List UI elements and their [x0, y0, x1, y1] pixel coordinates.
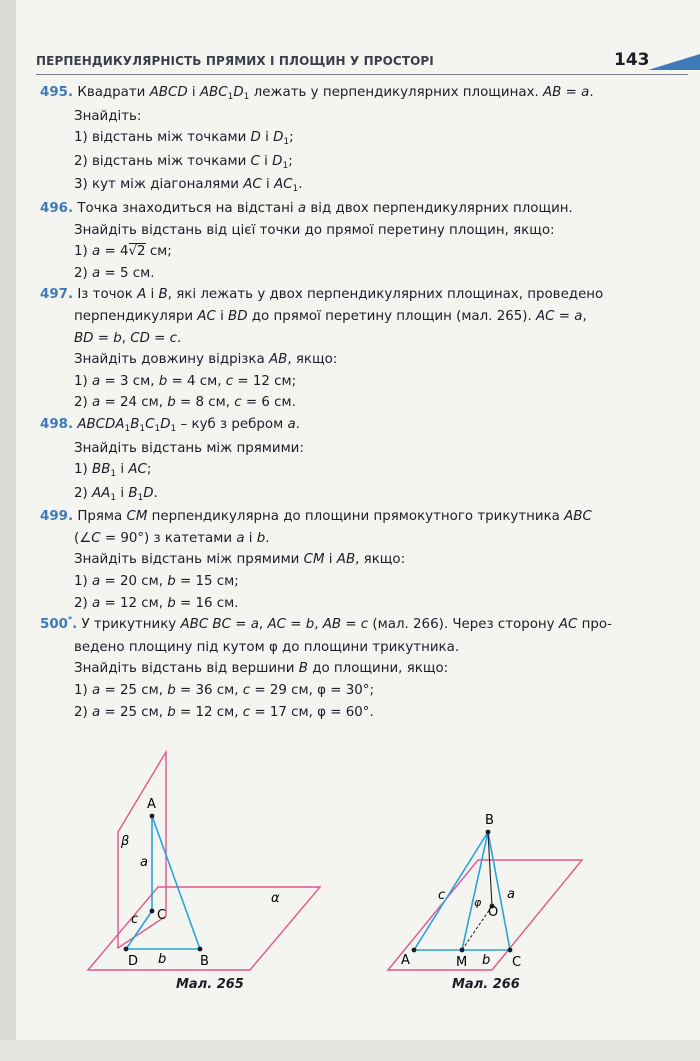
label-M: M — [456, 955, 468, 970]
problem-line: 499. Пряма CM перпендикулярна до площини прямокутного трикутника ABC — [40, 509, 592, 525]
problem-line: 3) кут між діагоналями AC і $AC_1$. — [74, 177, 303, 195]
label-a-266: a — [507, 887, 515, 902]
point-B-266 — [486, 830, 491, 835]
label-C: C — [157, 908, 167, 923]
problem-line: Знайдіть відстань між прямими: — [74, 440, 304, 456]
problem-line: Знайдіть: — [74, 108, 142, 124]
caption-266: Мал. 266 — [452, 977, 520, 992]
problem-line: 495. Квадрати ABCD і $ABC_1D_1$ лежать у перпендикулярних площинах. AB = a. — [40, 85, 594, 102]
problem-number: 498. — [40, 416, 74, 432]
problem-line: 1) відстань між точками D і $D_1$; — [74, 130, 294, 148]
problem-line: 1) $BB_1$ і AC; — [74, 462, 152, 480]
problem-line: Знайдіть відстань між прямими CM і AB, якщо: — [74, 552, 406, 568]
label-B: B — [200, 954, 209, 969]
label-C-266: C — [512, 955, 522, 970]
label-c: c — [131, 912, 139, 927]
problem-line: Знайдіть довжину відрізка AB, якщо: — [74, 352, 338, 368]
label-A: A — [147, 797, 156, 812]
problem-line: Знайдіть відстань від цієї точки до прямої перетину площин, якщо: — [74, 222, 555, 238]
label-b: b — [158, 952, 167, 967]
problem-line: 1) a = 4√2 см; — [74, 244, 172, 260]
label-b-266: b — [482, 953, 491, 968]
problem-line: 500*. У трикутнику ABC BC = a, AC = b, AB = c (мал. 266). Через сторону AC про- — [40, 615, 612, 633]
point-M — [460, 948, 465, 953]
label-beta: β — [121, 834, 130, 849]
page-number: 143 — [614, 50, 650, 70]
label-phi: φ — [474, 896, 482, 909]
segment-BM — [462, 832, 488, 950]
problem-line: (∠C = 90°) з катетами a і b. — [74, 530, 270, 546]
problem-line: 498. $ABCDA_1B_1C_1D_1$ – куб з ребром a. — [40, 416, 300, 434]
segment-BA — [414, 832, 488, 950]
problem-line: 2) відстань між точками C і $D_1$; — [74, 153, 293, 171]
problem-line: 1) a = 25 см, b = 36 см, c = 29 см, φ = 30°; — [74, 683, 374, 699]
problem-line: ведено площину під кутом φ до площини трикутника. — [74, 639, 460, 655]
point-C-266 — [508, 948, 513, 953]
caption-265: Мал. 265 — [176, 977, 244, 992]
label-a: a — [140, 855, 148, 870]
label-alpha: α — [271, 891, 280, 906]
problem-line: 2) a = 12 см, b = 16 см. — [74, 595, 239, 611]
label-c-266: c — [438, 888, 446, 903]
label-O: O — [488, 905, 499, 920]
problem-number: 495. — [40, 85, 74, 100]
problem-line: BD = b, CD = c. — [74, 330, 182, 346]
label-B-266: B — [485, 813, 494, 828]
running-title: ПЕРПЕНДИКУЛЯРНІСТЬ ПРЯМИХ І ПЛОЩИН У ПРОСТОРІ — [36, 54, 434, 68]
problem-line: 1) a = 20 см, b = 15 см; — [74, 574, 239, 590]
problem-line: 496. Точка знаходиться на відстані a від двох перпендикулярних площин. — [40, 200, 573, 216]
problem-line: 2) a = 24 см, b = 8 см, c = 6 см. — [74, 395, 296, 411]
problem-line: 2) $AA_1$ і $B_1D$. — [74, 485, 158, 503]
problem-number: 500*. — [40, 615, 78, 633]
problem-line: 2) a = 5 см. — [74, 265, 155, 281]
problem-line: 2) a = 25 см, b = 12 см, c = 17 см, φ = 60°. — [74, 704, 374, 720]
problem-line: перпендикуляри AC і BD до прямої перетину площин (мал. 265). AC = a, — [74, 308, 587, 324]
label-D: D — [128, 954, 139, 969]
problem-number: 496. — [40, 200, 74, 216]
problem-number: 497. — [40, 287, 74, 303]
point-A-266 — [412, 948, 417, 953]
problem-number: 499. — [40, 509, 74, 525]
problem-line: Знайдіть відстань від вершини B до площини, якщо: — [74, 661, 449, 677]
label-A-266: A — [401, 953, 410, 968]
problem-line: 497. Із точок A і B, які лежать у двох перпендикулярних площинах, проведено — [40, 287, 604, 303]
problem-line: 1) a = 3 см, b = 4 см, c = 12 см; — [74, 373, 297, 389]
